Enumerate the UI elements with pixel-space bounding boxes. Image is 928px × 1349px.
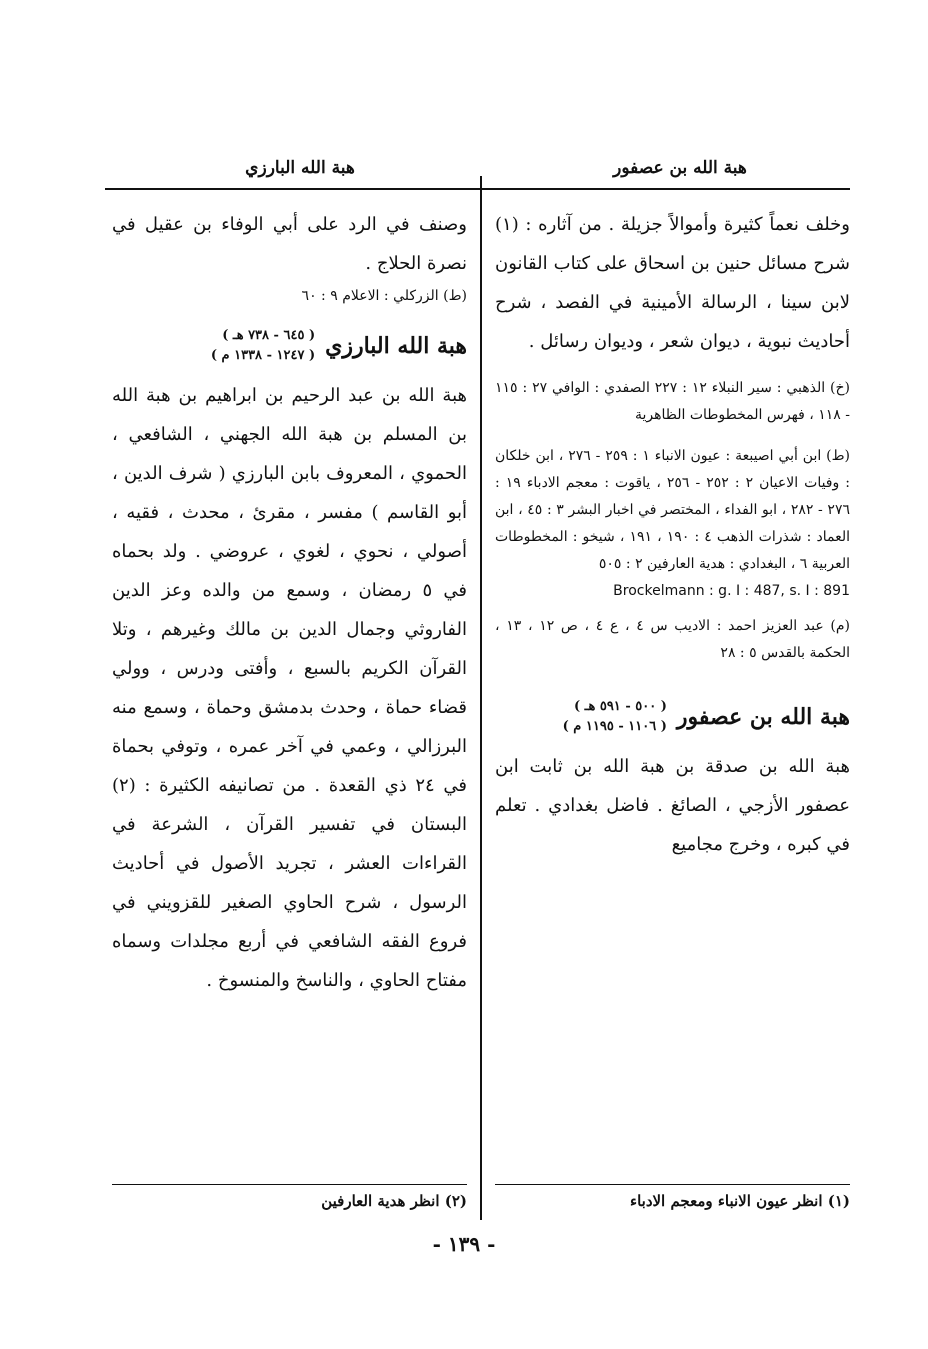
dates-hijri: ( ٦٤٥ - ٧٣٨ هـ ) — [222, 328, 316, 343]
continued-paragraph: وخلف نعماً كثيرة وأموالاً جزيلة . من آثاره : (١) شرح مسائل حنين بن اسحاق على كتاب القانون لابن سينا ، الرسالة الأمينية في الفصد ، شرح أحاديث نبوية ، ديوان شعر ، وديوان رسائل . — [495, 214, 850, 352]
footnote-rule-left — [112, 1184, 467, 1185]
footnote-rule-right — [495, 1184, 850, 1185]
entry-text: هبة الله بن صدقة بن هبة الله بن ثابت ابن عصفور الأزجي ، الصائغ . فاضل بغدادي . تعلم في كبره ، وخرج مجاميع — [495, 756, 850, 855]
column-divider — [480, 176, 482, 1220]
footnote-right: (١) انظر عيون الانباء ومعجم الادباء — [630, 1192, 850, 1210]
entry-dates — [563, 697, 667, 737]
reference-t: (ط) الزركلي : الاعلام ٩ : ٦٠ — [301, 288, 467, 304]
entry-name: هبة الله بن عصفور — [676, 704, 850, 730]
dates-gregorian: ( ١٢٤٧ - ١٣٣٨ م ) — [210, 348, 316, 363]
reference-m: (م) عبد العزيز احمد : الاديب س ٤ ، ع ٤ ، ص ١٢ ، ١٣ ، الحكمة بالقدس ٥ : ٢٨ — [495, 618, 851, 661]
entry-text: هبة الله بن عبد الرحيم بن ابراهيم بن هبة الله بن المسلم بن هبة الله الجهني ، الشافعي ، الحموي ، المعروف بابن البارزي ( شرف الدين ، أبو القاسم ) مفسر ، مقرئ ، محدث ، فقيه ، أصولي ، نحوي ، لغوي ، عروضي . ولد بحماه في ٥ رمضان ، وسمع من والده وعز الدين الفاروثي وجمال الدين بن مالك وغيرهم ، وتلا القرآن الكريم بالسبع ، وأفتى ودرس ، وولي قضاء حماة ، وحدث بدمشق وحماة ، وسمع منه البرزالي ، وعمي في آخر عمره ، وتوفي بحماة في ٢٤ ذي القعدة . من تصانيفه الكثيرة : (٢) البستان في تفسير القرآن ، الشرعة في القراءات العشر ، تجريد الأصول في أحاديث الرسول ، شرح الحاوي الصغير للقزويني في فروع الفقه الشافعي في أربع مجلدات وسماه مفتاح الحاوي ، والناسخ والمنسوخ . — [112, 385, 467, 991]
right-column — [495, 205, 850, 864]
entry-name: هبة الله البارزي — [325, 333, 467, 359]
footnote-left: (٢) انظر هدية العارفين — [321, 1192, 467, 1210]
left-column — [112, 205, 467, 1000]
continued-paragraph: وصنف في الرد على أبي الوفاء بن عقيل في نصرة الحلاج . — [112, 214, 467, 274]
entry-dates — [211, 326, 315, 366]
header-rule — [105, 188, 850, 190]
running-head-left: هبة الله البارزي — [245, 158, 355, 178]
reference-latin: Brockelmann : g. I : 487, s. I : 891 — [613, 583, 850, 599]
running-head-right: هبة الله بن عصفور — [613, 158, 747, 178]
dates-hijri: ( ٥٠٠ - ٥٩١ هـ ) — [573, 699, 667, 714]
dates-gregorian: ( ١١٠٦ - ١١٩٥ م ) — [562, 719, 667, 734]
reference-t: (ط) ابن أبي اصيبعة : عيون الانباء ١ : ٢٥٩ - ٢٧٦ ، ابن خلكان : وفيات الاعيان ٢ : ٢٥٢ - ٢٥٦ ، ياقوت : معجم الادباء ١٩ : ٢٧٦ - ٢٨٢ ، ابو الفداء ، المختصر في اخبار البشر ٣ : ٤٥ ، ابن العماد : شذرات الذهب ٤ : ١٩٠ ، ١٩١ ، شيخو : المخطوطات العربية ٦ ، البغدادي : هدية العارفين ٢ : ٥٠٥ — [495, 448, 850, 572]
page-number: - ١٣٩ - — [432, 1232, 496, 1256]
entry-heading-ibn-usfur — [495, 697, 850, 737]
reference-kh: (خ) الذهبي : سير النبلاء ١٢ : ٢٢٧ الصفدي : الوافي ٢٧ : ١١٥ - ١١٨ ، فهرس المخطوطات الظاهرية — [495, 380, 851, 423]
entry-heading-barizi — [112, 326, 467, 366]
